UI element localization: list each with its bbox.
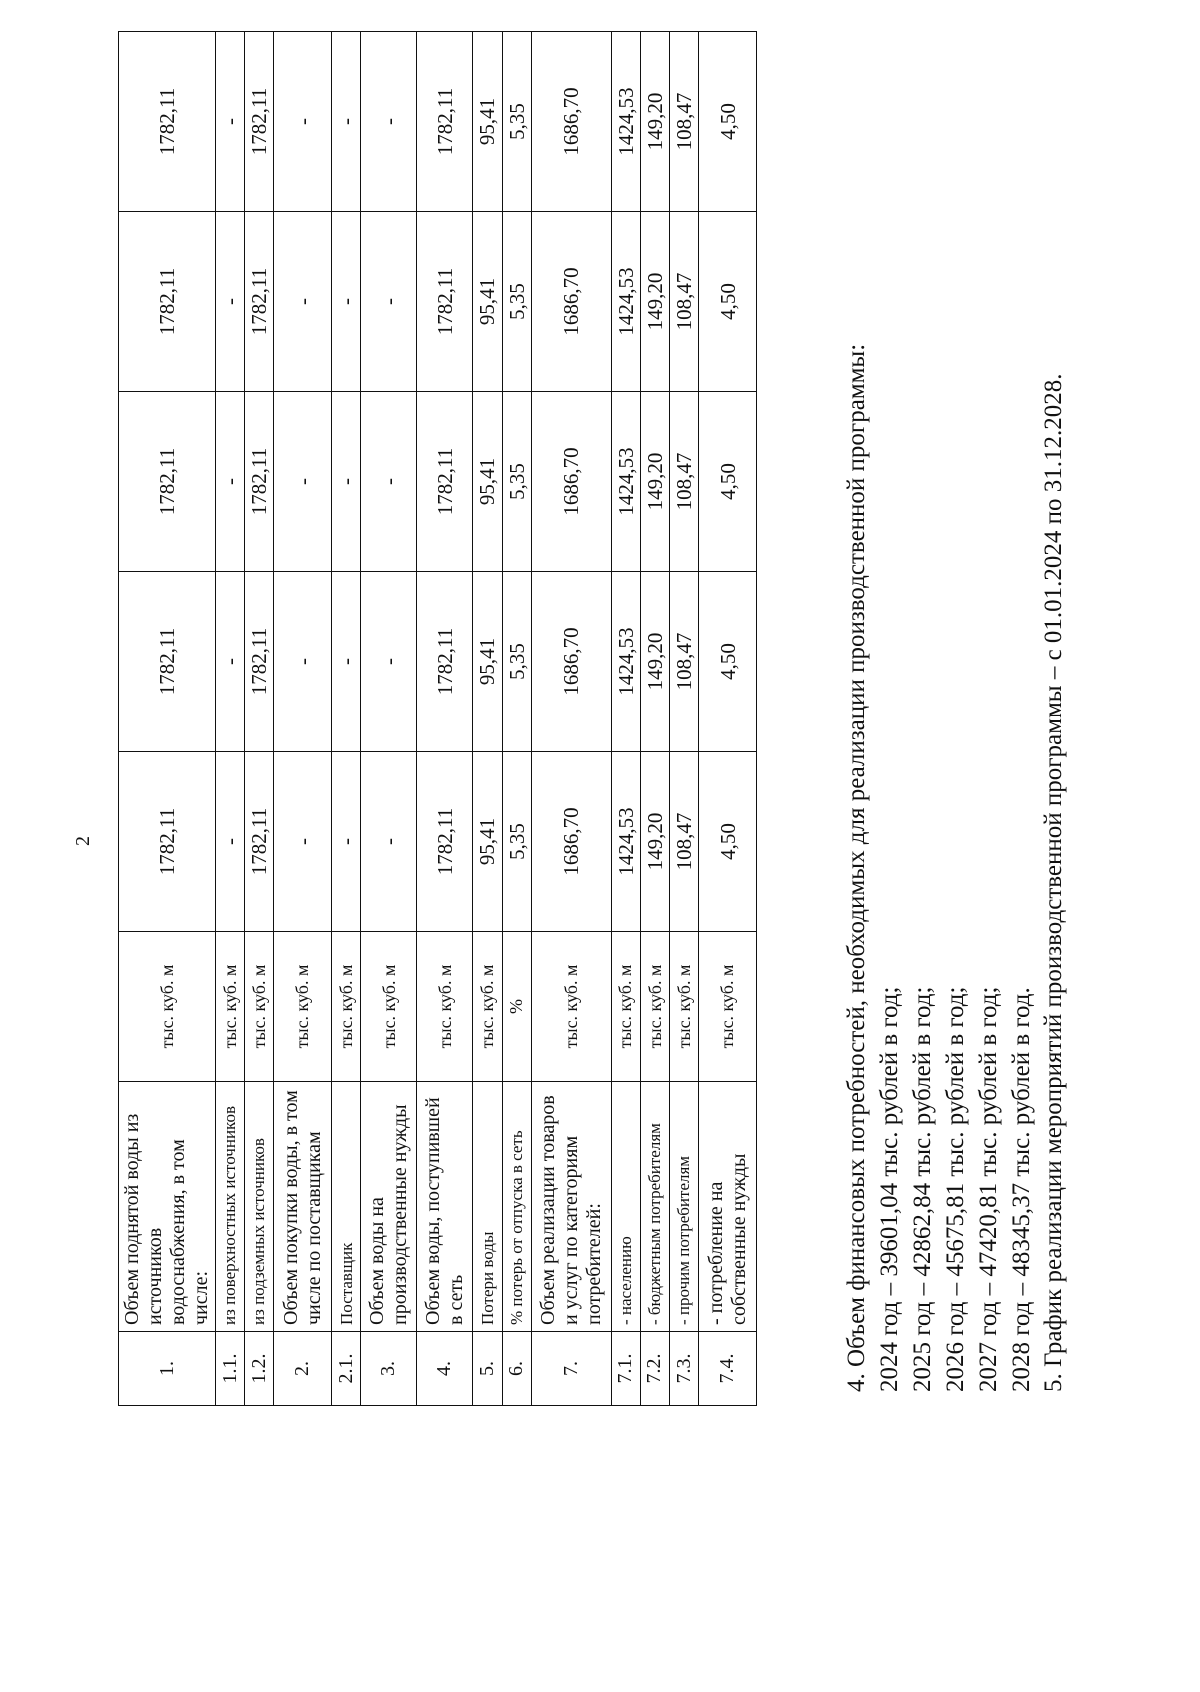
row-value: 1686,70 [531, 32, 611, 212]
row-value: - [216, 32, 245, 212]
table-row [699, 32, 757, 1406]
row-indicator: Поставщик [332, 1082, 361, 1332]
row-value: 1782,11 [119, 572, 216, 752]
row-number: 7.4. [699, 1332, 757, 1406]
table-row [119, 32, 216, 1406]
row-number: 7.3. [669, 1332, 698, 1406]
row-value: 108,47 [669, 32, 698, 212]
row-number: 1.1. [216, 1332, 245, 1406]
table-row [502, 32, 531, 1406]
row-value: 108,47 [669, 212, 698, 392]
row-value: - [216, 392, 245, 572]
financial-needs-line: 2027 год – 47420,81 тыс. рублей в год; [975, 986, 1002, 1392]
row-value: 4,50 [699, 752, 757, 932]
row-unit: тыс. куб. м [417, 932, 473, 1082]
row-value: 5,35 [502, 32, 531, 212]
row-value: - [332, 752, 361, 932]
row-value: 1686,70 [531, 212, 611, 392]
row-indicator: из поверхностных источников [216, 1082, 245, 1332]
row-value: 1686,70 [531, 392, 611, 572]
financial-needs-line: 2025 год – 42862,84 тыс. рублей в год; [909, 986, 936, 1392]
row-value: - [216, 572, 245, 752]
row-value: 95,41 [473, 572, 502, 752]
table-body [119, 32, 757, 1406]
page-number: 2 [72, 836, 94, 846]
row-value: 1782,11 [417, 572, 473, 752]
financial-needs-line: 2026 год – 45675,81 тыс. рублей в год; [942, 986, 969, 1392]
row-value: 1782,11 [119, 32, 216, 212]
row-value: 4,50 [699, 392, 757, 572]
financial-needs-section [840, 344, 1038, 1392]
row-unit: тыс. куб. м [361, 932, 417, 1082]
row-number: 2.1. [332, 1332, 361, 1406]
row-number: 2. [274, 1332, 332, 1406]
row-value: 1424,53 [611, 392, 640, 572]
row-indicator: Объем поднятой воды из источников водоснабжения, в том числе: [119, 1082, 216, 1332]
row-value: - [216, 212, 245, 392]
row-value: - [274, 572, 332, 752]
table-row [332, 32, 361, 1406]
row-unit: тыс. куб. м [699, 932, 757, 1082]
row-value: 1686,70 [531, 752, 611, 932]
row-value: 149,20 [640, 572, 669, 752]
table-row [669, 32, 698, 1406]
row-number: 7.1. [611, 1332, 640, 1406]
row-unit: тыс. куб. м [669, 932, 698, 1082]
row-number: 1.2. [245, 1332, 274, 1406]
row-indicator: Потери воды [473, 1082, 502, 1332]
row-value: 1782,11 [417, 392, 473, 572]
row-value: - [361, 752, 417, 932]
row-indicator: Объем реализации товаров и услуг по категориям потребителей: [531, 1082, 611, 1332]
row-value: 1782,11 [245, 212, 274, 392]
row-unit: тыс. куб. м [473, 932, 502, 1082]
row-unit: % [502, 932, 531, 1082]
row-number: 1. [119, 1332, 216, 1406]
row-value: 149,20 [640, 212, 669, 392]
row-unit: тыс. куб. м [274, 932, 332, 1082]
row-value: 95,41 [473, 752, 502, 932]
row-number: 3. [361, 1332, 417, 1406]
row-unit: тыс. куб. м [216, 932, 245, 1082]
row-value: 1782,11 [417, 752, 473, 932]
table-row [417, 32, 473, 1406]
row-number: 4. [417, 1332, 473, 1406]
row-value: - [332, 32, 361, 212]
row-value: 1424,53 [611, 32, 640, 212]
row-value: - [361, 32, 417, 212]
row-value: 95,41 [473, 32, 502, 212]
row-value: 5,35 [502, 212, 531, 392]
row-value: - [332, 392, 361, 572]
row-indicator: Объем покупки воды, в том числе по поставщикам [274, 1082, 332, 1332]
row-value: 1782,11 [119, 752, 216, 932]
row-value: 4,50 [699, 32, 757, 212]
row-unit: тыс. куб. м [332, 932, 361, 1082]
row-value: - [361, 392, 417, 572]
table-row [611, 32, 640, 1406]
schedule-section: 5. График реализации мероприятий производственной программы – с 01.01.2024 по 31.12.2028. [1040, 373, 1067, 1392]
row-indicator: из подземных источников [245, 1082, 274, 1332]
row-value: 4,50 [699, 572, 757, 752]
financial-needs-heading: 4. Объем финансовых потребностей, необходимых для реализации производственной программы: [843, 343, 870, 1392]
row-value: 1782,11 [417, 212, 473, 392]
row-unit: тыс. куб. м [640, 932, 669, 1082]
row-value: 1424,53 [611, 752, 640, 932]
table-row [640, 32, 669, 1406]
row-number: 7.2. [640, 1332, 669, 1406]
row-indicator: - потребление на собственные нужды [699, 1082, 757, 1332]
row-value: 108,47 [669, 752, 698, 932]
row-number: 5. [473, 1332, 502, 1406]
row-value: 1782,11 [119, 392, 216, 572]
row-number: 7. [531, 1332, 611, 1406]
table-row [245, 32, 274, 1406]
row-value: 108,47 [669, 572, 698, 752]
row-value: - [361, 572, 417, 752]
row-value: 1782,11 [245, 752, 274, 932]
row-value: 1782,11 [245, 572, 274, 752]
row-value: 149,20 [640, 32, 669, 212]
row-value: 1782,11 [245, 392, 274, 572]
row-value: 1686,70 [531, 572, 611, 752]
row-unit: тыс. куб. м [531, 932, 611, 1082]
row-value: 5,35 [502, 572, 531, 752]
row-value: 1424,53 [611, 572, 640, 752]
row-value: 95,41 [473, 212, 502, 392]
water-volume-table [118, 31, 757, 1406]
row-value: - [332, 572, 361, 752]
row-value: - [274, 212, 332, 392]
row-value: - [332, 212, 361, 392]
row-unit: тыс. куб. м [119, 932, 216, 1082]
table-row [531, 32, 611, 1406]
row-indicator: Объем воды на производственные нужды [361, 1082, 417, 1332]
row-value: 1782,11 [119, 212, 216, 392]
row-value: 149,20 [640, 752, 669, 932]
row-number: 6. [502, 1332, 531, 1406]
row-value: - [274, 752, 332, 932]
row-value: 5,35 [502, 752, 531, 932]
row-indicator: - бюджетным потребителям [640, 1082, 669, 1332]
table-row [361, 32, 417, 1406]
row-indicator: Объем воды, поступившей в сеть [417, 1082, 473, 1332]
financial-needs-line: 2028 год – 48345,37 тыс. рублей в год. [1008, 987, 1035, 1392]
row-value: 1782,11 [417, 32, 473, 212]
row-value: - [361, 212, 417, 392]
row-value: 1424,53 [611, 212, 640, 392]
financial-needs-line: 2024 год – 39601,04 тыс. рублей в год; [876, 986, 903, 1392]
row-value: - [216, 752, 245, 932]
row-value: 95,41 [473, 392, 502, 572]
row-indicator: - населению [611, 1082, 640, 1332]
row-value: 4,50 [699, 212, 757, 392]
row-value: 149,20 [640, 392, 669, 572]
row-value: 1782,11 [245, 32, 274, 212]
row-value: - [274, 392, 332, 572]
row-unit: тыс. куб. м [245, 932, 274, 1082]
row-unit: тыс. куб. м [611, 932, 640, 1082]
row-indicator: % потерь от отпуска в сеть [502, 1082, 531, 1332]
table-row [274, 32, 332, 1406]
row-value: 5,35 [502, 392, 531, 572]
table-row [216, 32, 245, 1406]
row-value: - [274, 32, 332, 212]
row-value: 108,47 [669, 392, 698, 572]
table-row [473, 32, 502, 1406]
row-indicator: - прочим потребителям [669, 1082, 698, 1332]
